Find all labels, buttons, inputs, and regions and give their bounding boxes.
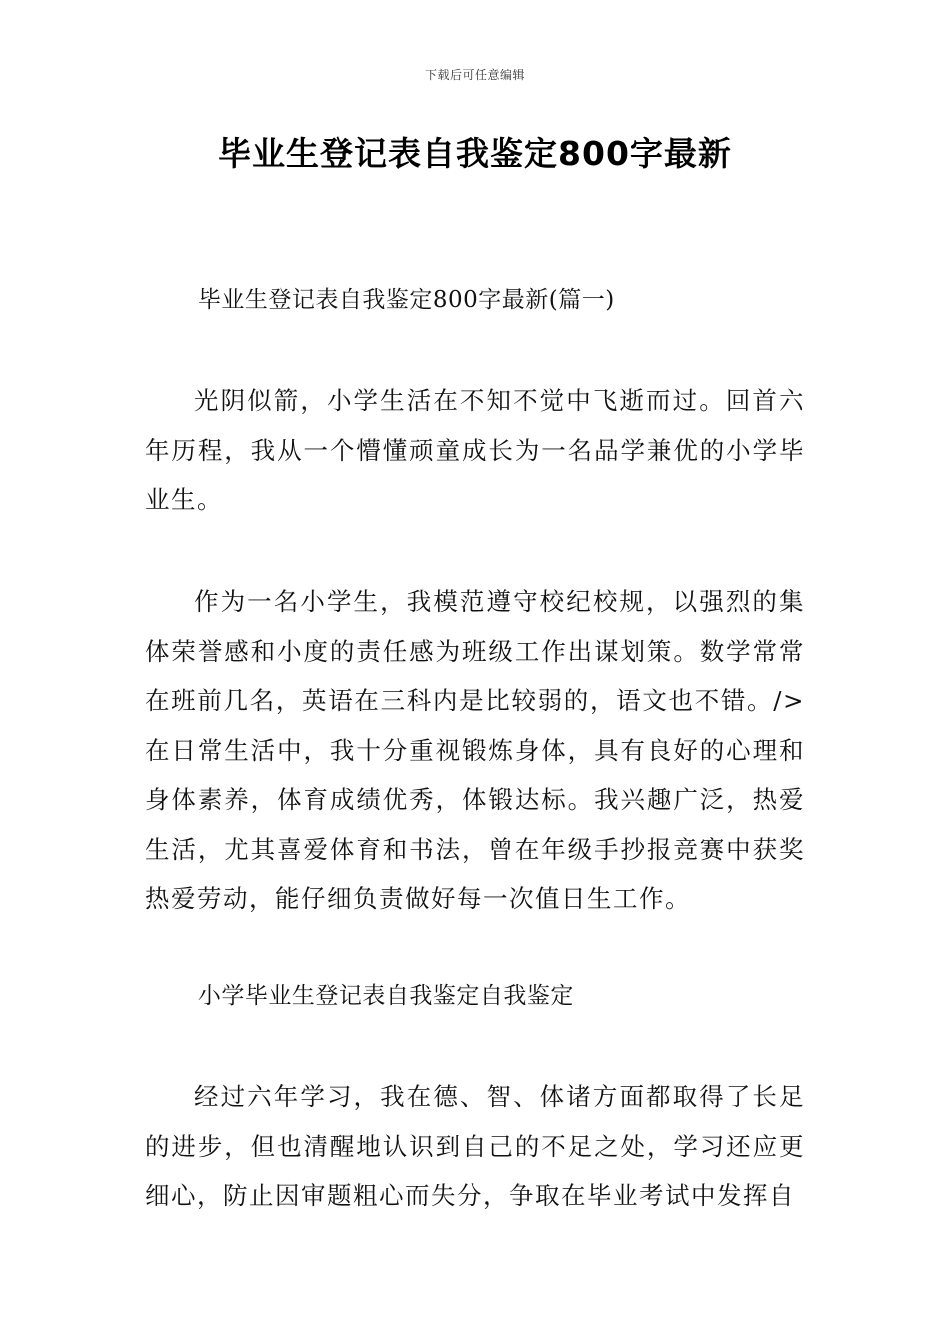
paragraph-2: 作为一名小学生，我模范遵守校纪校规，以强烈的集体荣誉感和小度的责任感为班级工作出谋划策。数学常常在班前几名，英语在三科内是比较弱的，语文也不错。/>在日常生活中，我十分重视锻炼身体，具有良好的心理和身体素养，体育成绩优秀，体锻达标。我兴趣广泛，热爱生活，尤其喜爱体育和书法，曾在年级手抄报竞赛中获奖热爱劳动，能仔细负责做好每一次值日生工作。 [145,587,805,913]
paragraph-3: 经过六年学习，我在德、智、体诸方面都取得了长足的进步，但也清醒地认识到自己的不足之处，学习还应更细心，防止因审题粗心而失分，争取在毕业考试中发挥自 [145,1082,805,1210]
section-heading-1: 毕业生登记表自我鉴定800字最新(篇一) [197,287,615,313]
paragraph-1: 光阴似箭，小学生活在不知不觉中飞逝而过。回首六年历程，我从一个懵懂顽童成长为一名品学兼优的小学毕业生。 [145,386,805,514]
section-heading-2: 小学毕业生登记表自我鉴定自我鉴定 [197,983,574,1009]
document-title: 毕业生登记表自我鉴定800字最新 [218,134,732,173]
header-note: 下载后可任意编辑 [424,68,525,82]
